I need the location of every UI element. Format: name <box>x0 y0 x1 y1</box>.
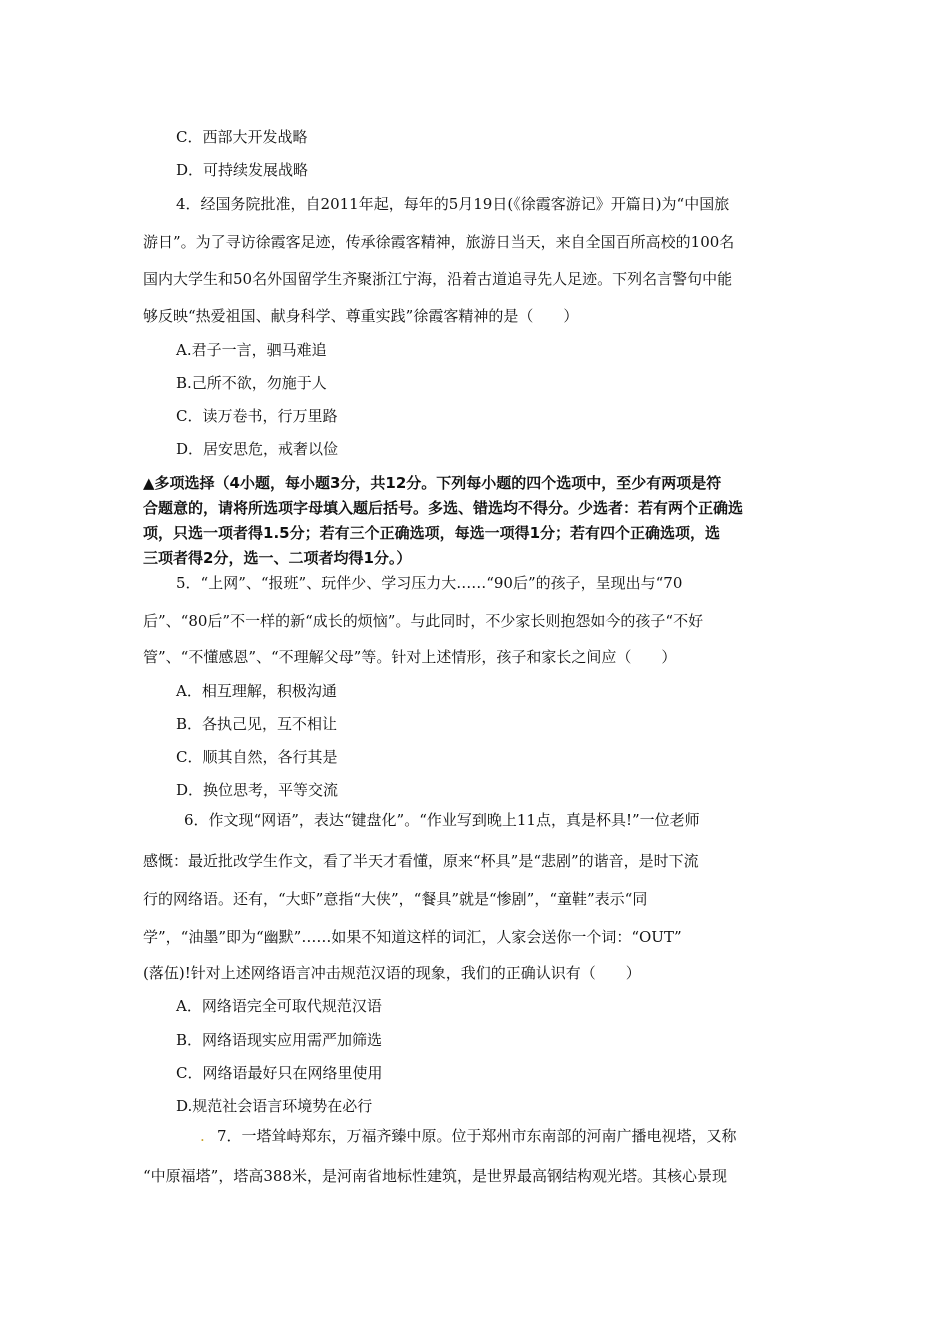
option-5d: D．换位思考，平等交流 <box>176 781 339 799</box>
option-3c: C．西部大开发战略 <box>176 128 308 146</box>
section-heading-line-3: 项，只选一项者得1.5分；若有三个正确选项，每选一项得1分；若有四个正确选项，选 <box>143 524 721 542</box>
option-5a: A．相互理解，积极沟通 <box>176 682 337 700</box>
question-5-line-1: 5．“上网”、“报班”、玩伴少、学习压力大……“90后”的孩子，呈现出与“70 <box>176 574 683 592</box>
question-5-line-2: 后”、“80后”不一样的新“成长的烦恼”。与此同时，不少家长则抱怨如今的孩子“不好 <box>143 612 704 630</box>
option-6d: D.规范社会语言环境势在必行 <box>176 1097 373 1115</box>
option-4c: C．读万卷书，行万里路 <box>176 407 338 425</box>
option-4d: D．居安思危，戒奢以俭 <box>176 440 339 458</box>
question-4-line-3: 国内大学生和50名外国留学生齐聚浙江宁海，沿着古道追寻先人足迹。下列名言警句中能 <box>143 270 733 288</box>
question-7-line-2: “中原福塔”，塔高388米，是河南省地标性建筑，是世界最高钢结构观光塔。其核心景现 <box>143 1167 727 1185</box>
margin-dot: . <box>200 1127 205 1145</box>
option-6a: A．网络语完全可取代规范汉语 <box>176 997 382 1015</box>
section-heading-line-2: 合题意的，请将所选项字母填入题后括号。多选、错选均不得分。少选者：若有两个正确选 <box>143 499 744 517</box>
option-6b: B．网络语现实应用需严加筛选 <box>176 1031 383 1049</box>
option-4b: B.己所不欲，勿施于人 <box>176 374 327 392</box>
question-6-line-3: 行的网络语。还有，“大虾”意指“大侠”，“餐具”就是“惨剧”，“童鞋”表示“同 <box>143 890 648 908</box>
option-4a: A.君子一言，驷马难追 <box>176 341 327 359</box>
question-5-line-3: 管”、“不懂感恩”、“不理解父母”等。针对上述情形，孩子和家长之间应（ ） <box>143 648 677 666</box>
question-6-line-1: 6．作文现“网语”，表达“键盘化”。“作业写到晚上11点，真是杯具!”一位老师 <box>184 811 700 829</box>
question-4-line-1: 4．经国务院批准，自2011年起，每年的5月19日(《徐霞客游记》开篇日)为“中国旅 <box>176 195 730 213</box>
section-heading-line-1: ▲多项选择（4小题，每小题3分，共12分。下列每小题的四个选项中，至少有两项是符 <box>143 474 722 492</box>
question-6-line-4: 学”，“油墨”即为“幽默”……如果不知道这样的词汇，人家会送你一个词：“OUT” <box>143 928 682 946</box>
question-6-line-5: (落伍)!针对上述网络语言冲击规范汉语的现象，我们的正确认识有（ ） <box>143 964 641 982</box>
section-heading-line-4: 三项者得2分，选一、二项者均得1分。） <box>143 549 412 567</box>
question-7-line-1: 7．一塔耸峙郑东，万福齐臻中原。位于郑州市东南部的河南广播电视塔，又称 <box>217 1127 737 1145</box>
question-4-line-4: 够反映“热爱祖国、献身科学、尊重实践”徐霞客精神的是（ ） <box>143 307 579 325</box>
question-6-line-2: 感慨：最近批改学生作文，看了半天才看懂，原来“杯具”是“悲剧”的谐音，是时下流 <box>143 852 699 870</box>
question-4-line-2: 游日”。为了寻访徐霞客足迹，传承徐霞客精神，旅游日当天，来自全国百所高校的100名 <box>143 233 735 251</box>
option-3d: D．可持续发展战略 <box>176 161 309 179</box>
option-5c: C．顺其自然，各行其是 <box>176 748 338 766</box>
option-6c: C．网络语最好只在网络里使用 <box>176 1064 383 1082</box>
option-5b: B．各执己见，互不相让 <box>176 715 338 733</box>
